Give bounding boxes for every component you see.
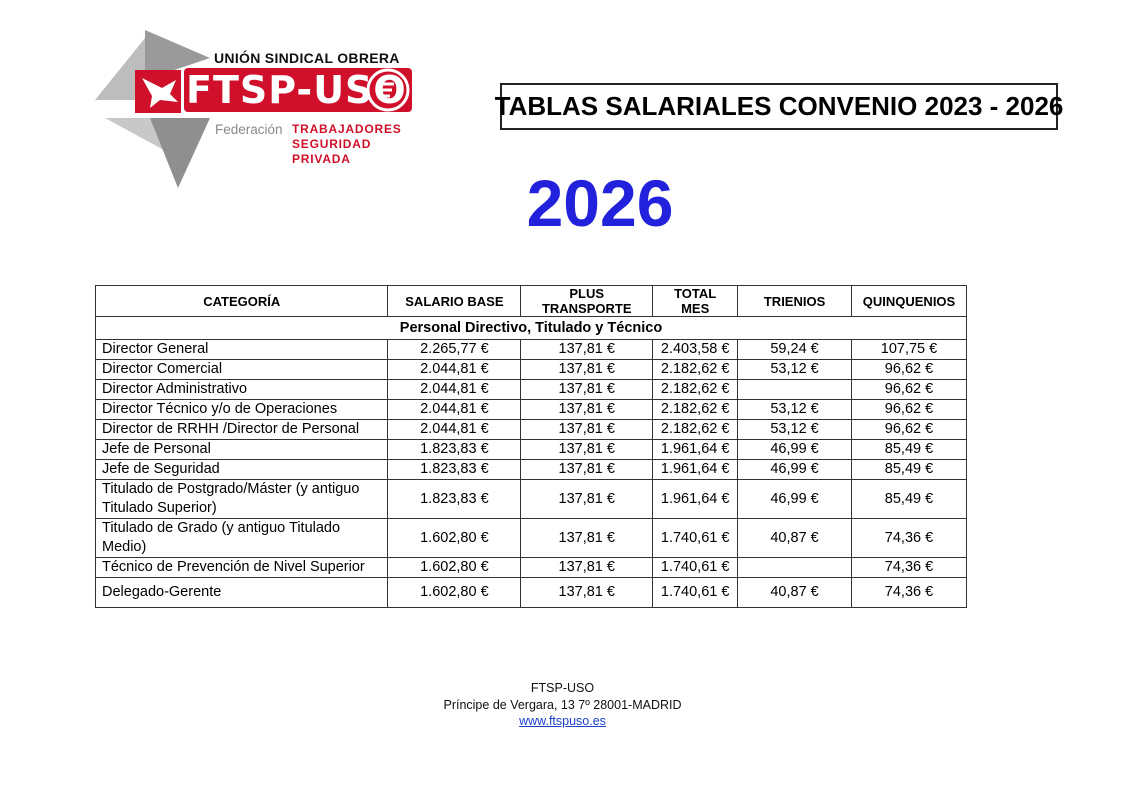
cell-trienios: 53,12 € — [738, 360, 852, 380]
cell-quinquenios: 96,62 € — [852, 360, 967, 380]
cell-quinquenios: 96,62 € — [852, 380, 967, 400]
cell-trienios: 53,12 € — [738, 420, 852, 440]
cell-salario-base: 1.602,80 € — [388, 578, 521, 608]
cell-plus-transporte: 137,81 € — [521, 400, 653, 420]
cell-categoria: Director Técnico y/o de Operaciones — [96, 400, 388, 420]
table-header-row — [96, 286, 967, 317]
cell-categoria: Técnico de Prevención de Nivel Superior — [96, 558, 388, 578]
cell-plus-transporte: 137,81 € — [521, 480, 653, 519]
cell-total-mes: 1.961,64 € — [653, 480, 738, 519]
cell-total-mes: 1.961,64 € — [653, 460, 738, 480]
footer-org: FTSP-USO — [530, 681, 595, 695]
logo-line-seguridad: SEGURIDAD — [292, 137, 372, 151]
logo-brand-name: FTSP-USO — [186, 68, 407, 112]
table-row — [96, 578, 967, 608]
cell-categoria: Titulado de Grado (y antiguo Titulado Medio) — [96, 519, 388, 558]
cell-total-mes: 2.182,62 € — [653, 380, 738, 400]
logo-federacion-text: Federación — [215, 122, 283, 137]
cell-total-mes: 1.961,64 € — [653, 440, 738, 460]
table-row — [96, 440, 967, 460]
cell-plus-transporte: 137,81 € — [521, 558, 653, 578]
table-row — [96, 558, 967, 578]
cell-plus-transporte: 137,81 € — [521, 519, 653, 558]
cell-quinquenios: 85,49 € — [852, 480, 967, 519]
cell-salario-base: 1.602,80 € — [388, 519, 521, 558]
cell-trienios — [738, 558, 852, 578]
cell-plus-transporte: 137,81 € — [521, 360, 653, 380]
cell-plus-transporte: 137,81 € — [521, 440, 653, 460]
salary-table — [95, 285, 967, 608]
cell-quinquenios: 74,36 € — [852, 519, 967, 558]
cell-plus-transporte: 137,81 € — [521, 380, 653, 400]
cell-plus-transporte: 137,81 € — [521, 460, 653, 480]
cell-quinquenios: 74,36 € — [852, 558, 967, 578]
cell-trienios: 40,87 € — [738, 578, 852, 608]
cell-quinquenios: 85,49 € — [852, 460, 967, 480]
cell-quinquenios: 96,62 € — [852, 400, 967, 420]
table-row — [96, 380, 967, 400]
cell-categoria: Delegado-Gerente — [96, 578, 388, 608]
table-row — [96, 480, 967, 519]
cell-categoria: Director de RRHH /Director de Personal — [96, 420, 388, 440]
cell-trienios — [738, 380, 852, 400]
header-plus-transporte: PLUS TRANSPORTE — [521, 286, 653, 317]
cell-categoria: Jefe de Personal — [96, 440, 388, 460]
header-categoria: CATEGORÍA — [96, 286, 388, 317]
cell-salario-base: 1.823,83 € — [388, 480, 521, 519]
table-row — [96, 340, 967, 360]
cell-trienios: 40,87 € — [738, 519, 852, 558]
cell-plus-transporte: 137,81 € — [521, 340, 653, 360]
cell-salario-base: 2.044,81 € — [388, 420, 521, 440]
section-row — [96, 317, 967, 340]
cell-quinquenios: 107,75 € — [852, 340, 967, 360]
cell-total-mes: 2.182,62 € — [653, 400, 738, 420]
cell-salario-base: 1.602,80 € — [388, 558, 521, 578]
cell-salario-base: 2.265,77 € — [388, 340, 521, 360]
logo-line-privada: PRIVADA — [292, 152, 351, 166]
year-heading: 2026 — [526, 166, 674, 240]
cell-total-mes: 2.182,62 € — [653, 360, 738, 380]
ftsp-uso-logo — [90, 28, 420, 193]
cell-salario-base: 1.823,83 € — [388, 460, 521, 480]
cell-quinquenios: 85,49 € — [852, 440, 967, 460]
cell-quinquenios: 96,62 € — [852, 420, 967, 440]
cell-plus-transporte: 137,81 € — [521, 420, 653, 440]
cell-trienios: 53,12 € — [738, 400, 852, 420]
cell-trienios: 46,99 € — [738, 440, 852, 460]
cell-total-mes: 2.403,58 € — [653, 340, 738, 360]
table-row — [96, 420, 967, 440]
table-row — [96, 519, 967, 558]
cell-salario-base: 2.044,81 € — [388, 380, 521, 400]
section-title: Personal Directivo, Titulado y Técnico — [96, 317, 967, 340]
cell-total-mes: 2.182,62 € — [653, 420, 738, 440]
cell-quinquenios: 74,36 € — [852, 578, 967, 608]
cell-total-mes: 1.740,61 € — [653, 519, 738, 558]
table-row — [96, 460, 967, 480]
cell-salario-base: 1.823,83 € — [388, 440, 521, 460]
table-row — [96, 400, 967, 420]
footer-website-link[interactable]: www.ftspuso.es — [519, 714, 606, 728]
cell-categoria: Jefe de Seguridad — [96, 460, 388, 480]
logo-sector-text — [292, 122, 402, 167]
header-quinquenios: QUINQUENIOS — [852, 286, 967, 317]
logo-line-trabajadores: TRABAJADORES — [292, 122, 402, 136]
cell-salario-base: 2.044,81 € — [388, 360, 521, 380]
logo-union-text: UNIÓN SINDICAL OBRERA — [214, 50, 400, 66]
cell-plus-transporte: 137,81 € — [521, 578, 653, 608]
cell-salario-base: 2.044,81 € — [388, 400, 521, 420]
cell-categoria: Director General — [96, 340, 388, 360]
cell-trienios: 46,99 € — [738, 480, 852, 519]
cell-categoria: Director Administrativo — [96, 380, 388, 400]
footer-address: Príncipe de Vergara, 13 7º 28001-MADRID — [443, 697, 682, 712]
cell-total-mes: 1.740,61 € — [653, 578, 738, 608]
header-trienios: TRIENIOS — [738, 286, 852, 317]
footer — [0, 680, 1125, 730]
table-row — [96, 360, 967, 380]
cell-total-mes: 1.740,61 € — [653, 558, 738, 578]
header-total-mes: TOTAL MES — [653, 286, 738, 317]
document-title: TABLAS SALARIALES CONVENIO 2023 - 2026 — [500, 83, 1058, 130]
cell-trienios: 46,99 € — [738, 460, 852, 480]
cell-categoria: Director Comercial — [96, 360, 388, 380]
cell-categoria: Titulado de Postgrado/Máster (y antiguo Titulado Superior) — [96, 480, 388, 519]
cell-trienios: 59,24 € — [738, 340, 852, 360]
header-salario-base: SALARIO BASE — [388, 286, 521, 317]
